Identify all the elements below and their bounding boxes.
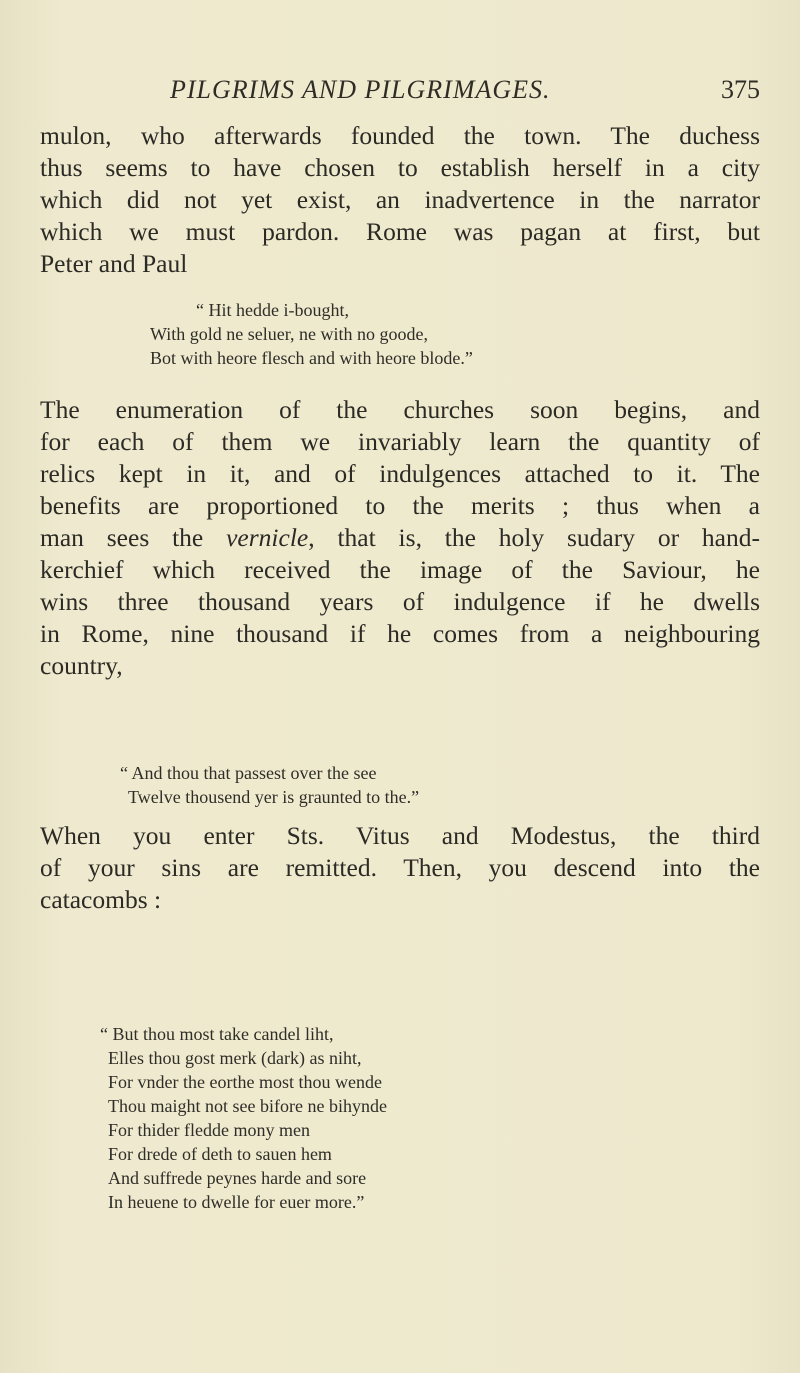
text-line: of your sins are remitted. Then, you descend into the (40, 853, 760, 882)
verse-line: For vnder the eorthe most thou wende (108, 1072, 382, 1092)
text-line: catacombs : (40, 885, 162, 914)
text-line: mulon, who afterwards founded the town. The duchess (40, 121, 760, 150)
verse-quote-2 (120, 761, 419, 809)
verse-line: Twelve thousend yer is graunted to the.” (128, 787, 420, 807)
text-line: benefits are proportioned to the merits ; thus when a (40, 491, 760, 520)
text-line: thus seems to have chosen to establish herself in a city (40, 153, 760, 182)
verse-quote-3 (100, 1022, 387, 1214)
paragraph-2 (40, 394, 760, 682)
text-line: When you enter Sts. Vitus and Modestus, the third (40, 821, 760, 850)
text-line: Peter and Paul (40, 249, 188, 278)
verse-line: Elles thou gost merk (dark) as niht, (108, 1048, 362, 1068)
text-line: country, (40, 651, 123, 680)
text-line: kerchief which received the image of the Saviour, he (40, 555, 760, 584)
text-line: relics kept in it, and of indulgences attached to it. The (40, 459, 760, 488)
verse-line: “ And thou that passest over the see (120, 763, 377, 783)
text-line: which did not yet exist, an inadvertence in the narrator (40, 185, 760, 214)
verse-line: Bot with heore flesch and with heore blode.” (150, 348, 473, 368)
running-head: PILGRIMS AND PILGRIMAGES. (170, 75, 551, 104)
text-line: for each of them we invariably learn the quantity of (40, 427, 760, 456)
italic-term-vernicle: vernicle (226, 523, 309, 552)
verse-line: With gold ne seluer, ne with no goode, (150, 324, 428, 344)
text-line-with-italic (40, 522, 760, 554)
verse-line: “ But thou most take candel liht, (100, 1024, 334, 1044)
text-line: wins three thousand years of indulgence if he dwells (40, 587, 760, 616)
verse-line: For thider fledde mony men (108, 1120, 310, 1140)
text-segment: man sees the (40, 523, 227, 552)
verse-line: Thou maight not see bifore ne bihynde (108, 1096, 387, 1116)
paragraph-3 (40, 820, 760, 916)
text-line: which we must pardon. Rome was pagan at first, but (40, 217, 760, 246)
verse-line: For drede of deth to sauen hem (108, 1144, 332, 1164)
verse-line: In heuene to dwelle for euer more.” (108, 1192, 365, 1212)
text-line: in Rome, nine thousand if he comes from a neighbouring (40, 619, 760, 648)
text-segment: , that is, the holy sudary or hand- (308, 523, 760, 552)
page-number: 375 (721, 75, 760, 104)
page-header (40, 75, 760, 115)
paragraph-1 (40, 120, 760, 280)
verse-line: And suffrede peynes harde and sore (108, 1168, 367, 1188)
text-line: The enumeration of the churches soon begins, and (40, 395, 760, 424)
verse-quote-1 (150, 298, 473, 370)
verse-line: “ Hit hedde i-bought, (196, 300, 349, 320)
